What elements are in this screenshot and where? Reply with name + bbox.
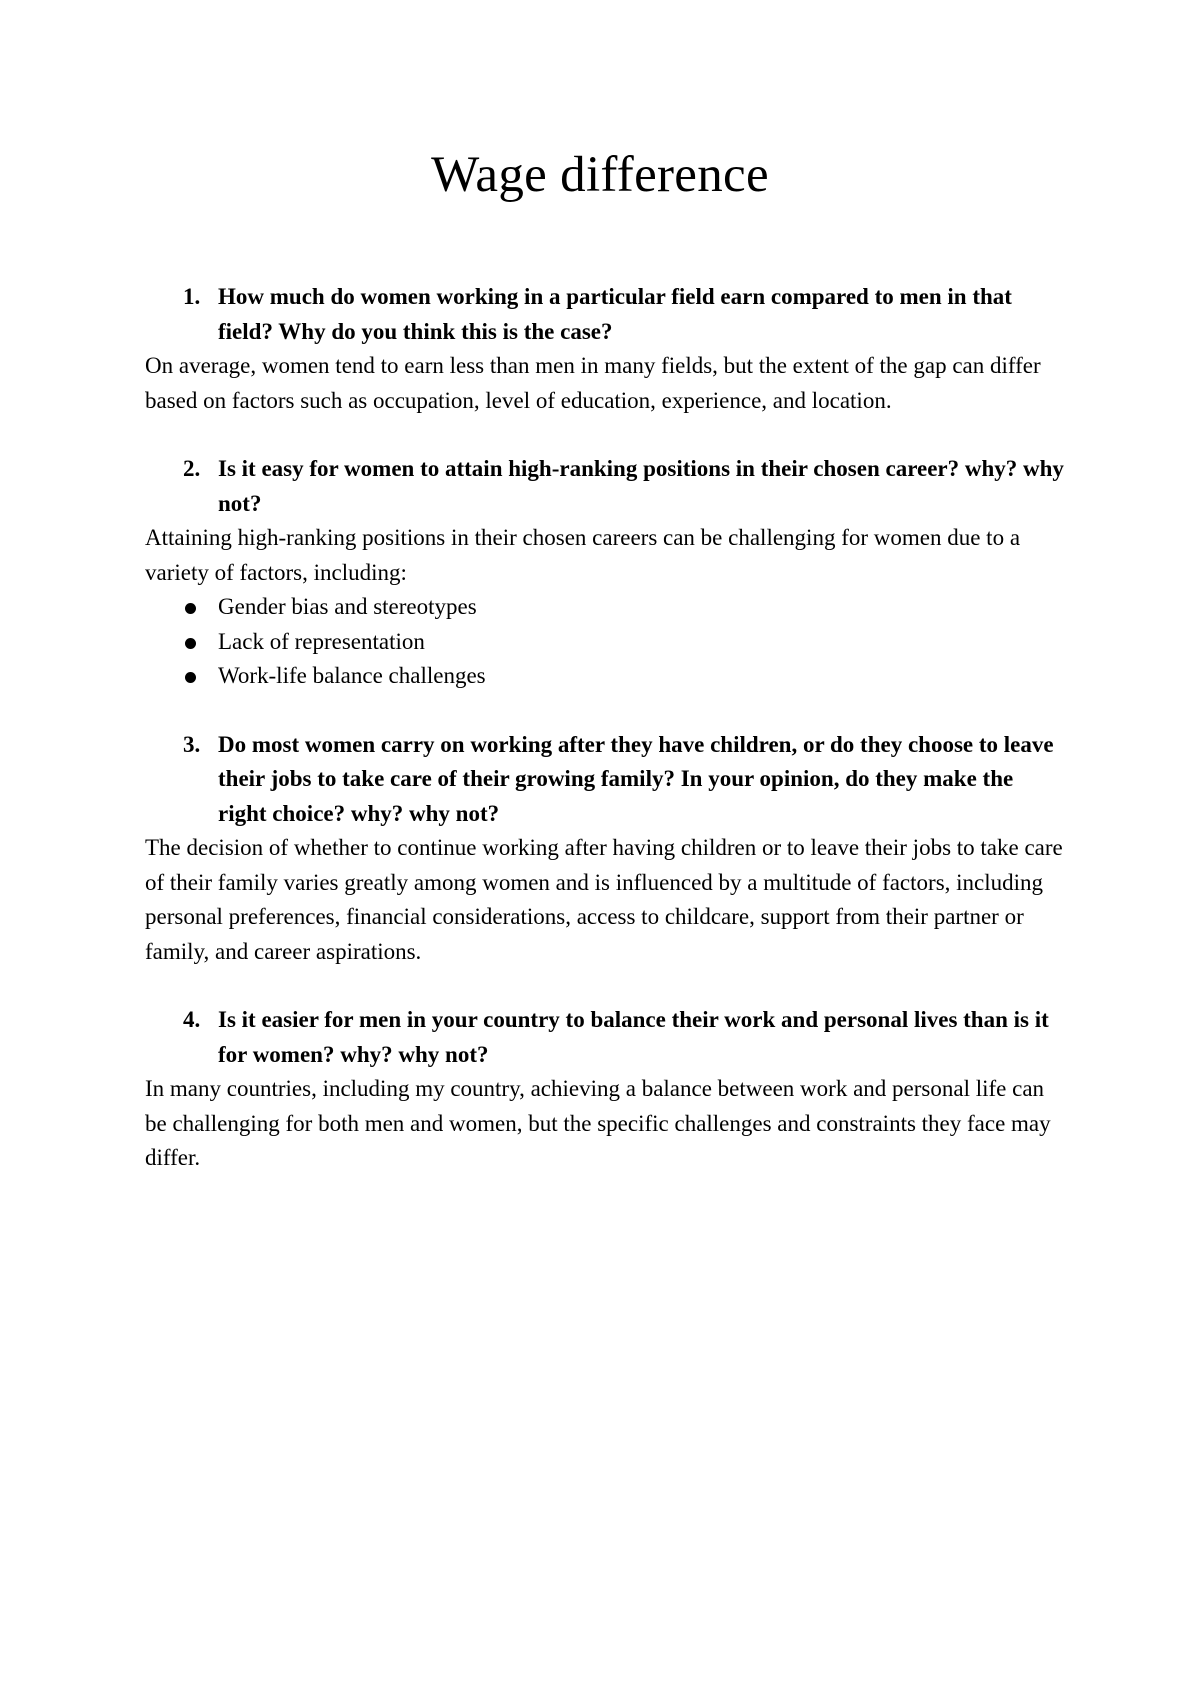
section-4 bbox=[145, 1003, 1065, 1176]
document-body bbox=[145, 280, 1065, 1210]
question-number: 2. bbox=[183, 456, 201, 481]
question-number: 1. bbox=[183, 284, 201, 309]
list-item bbox=[145, 659, 1065, 694]
bullet-icon bbox=[185, 638, 196, 649]
question-2 bbox=[145, 452, 1065, 521]
bullet-icon bbox=[185, 672, 196, 683]
list-item bbox=[145, 590, 1065, 625]
question-text: Do most women carry on working after they have children, or do they choose to leave their jobs to take care of their growing family? In your opinion, do they make the right choice? why? why not? bbox=[218, 731, 1054, 826]
question-4 bbox=[145, 1003, 1065, 1072]
page-title: Wage difference bbox=[431, 147, 769, 203]
question-3 bbox=[145, 728, 1065, 832]
question-text: How much do women working in a particular field earn compared to men in that field? Why do you think this is the case? bbox=[218, 284, 1012, 344]
list-item-text: Gender bias and stereotypes bbox=[218, 594, 477, 619]
question-text: Is it easier for men in your country to balance their work and personal lives than is it for women? why? why not? bbox=[218, 1007, 1049, 1067]
section-3 bbox=[145, 728, 1065, 970]
answer-3: The decision of whether to continue working after having children or to leave their jobs to take care of their family varies greatly among women and is influenced by a multitude of factors, including personal preferences, financial considerations, access to childcare, support from their partner or family, and career aspirations. bbox=[145, 835, 1063, 964]
list-item-text: Work-life balance challenges bbox=[218, 663, 486, 688]
list-item-text: Lack of representation bbox=[218, 628, 425, 654]
list-item bbox=[145, 625, 1065, 660]
section-1 bbox=[145, 280, 1065, 418]
question-number: 4. bbox=[183, 1007, 201, 1032]
answer-1: On average, women tend to earn less than men in many fields, but the extent of the gap can differ based on factors such as occupation, level of education, experience, and location. bbox=[145, 353, 1041, 413]
question-1 bbox=[145, 280, 1065, 349]
bullet-icon bbox=[185, 603, 196, 614]
answer-2: Attaining high-ranking positions in their chosen careers can be challenging for women due to a variety of factors, including: bbox=[145, 525, 1021, 585]
section-2 bbox=[145, 452, 1065, 694]
answer-4: In many countries, including my country, achieving a balance between work and personal life can be challenging for both men and women, but the specific challenges and constraints they face may differ. bbox=[145, 1076, 1051, 1170]
factor-list bbox=[145, 590, 1065, 694]
question-text: Is it easy for women to attain high-ranking positions in their chosen career? why? why not? bbox=[218, 456, 1064, 516]
question-number: 3. bbox=[183, 731, 201, 757]
